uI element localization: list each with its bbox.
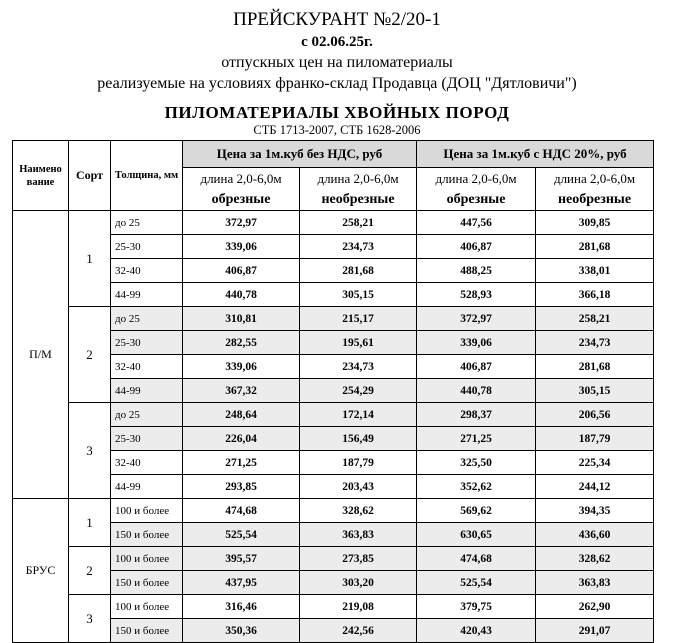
price-cell: 350,36 xyxy=(183,619,300,643)
table-row xyxy=(13,499,654,523)
table-row xyxy=(13,595,654,619)
edged-label: обрезные xyxy=(183,189,300,211)
thickness-cell: 150 и более xyxy=(111,571,183,595)
thickness-cell: 100 и более xyxy=(111,547,183,571)
length-label: длина 2,0-6,0м xyxy=(300,168,417,190)
price-cell: 372,97 xyxy=(417,307,536,331)
col-group-no-vat: Цена за 1м.куб без НДС, руб xyxy=(183,141,417,168)
price-cell: 328,62 xyxy=(300,499,417,523)
price-cell: 248,64 xyxy=(183,403,300,427)
thickness-cell: 44-99 xyxy=(111,379,183,403)
table-row xyxy=(13,547,654,571)
price-cell: 630,65 xyxy=(417,523,536,547)
price-cell: 258,21 xyxy=(300,211,417,235)
thickness-cell: 44-99 xyxy=(111,475,183,499)
brus-sort-3: 3 xyxy=(69,595,111,643)
price-cell: 291,07 xyxy=(536,619,654,643)
effective-date: с 02.06.25г. xyxy=(301,34,373,50)
price-cell: 262,90 xyxy=(536,595,654,619)
price-cell: 379,75 xyxy=(417,595,536,619)
price-cell: 395,57 xyxy=(183,547,300,571)
product-name-pm: П/М xyxy=(13,211,69,499)
price-cell: 325,50 xyxy=(417,451,536,475)
price-cell: 281,68 xyxy=(300,259,417,283)
brus-sort-2: 2 xyxy=(69,547,111,595)
price-cell: 339,06 xyxy=(183,355,300,379)
table-row xyxy=(13,307,654,331)
length-label: длина 2,0-6,0м xyxy=(183,168,300,190)
price-cell: 242,56 xyxy=(300,619,417,643)
price-table-body xyxy=(13,211,654,643)
price-cell: 528,93 xyxy=(417,283,536,307)
standards-line: СТБ 1713-2007, СТБ 1628-2006 xyxy=(253,123,421,137)
price-cell: 293,85 xyxy=(183,475,300,499)
price-cell: 367,32 xyxy=(183,379,300,403)
price-cell: 440,78 xyxy=(183,283,300,307)
price-cell: 258,21 xyxy=(536,307,654,331)
price-cell: 219,08 xyxy=(300,595,417,619)
price-cell: 187,79 xyxy=(536,427,654,451)
price-cell: 282,55 xyxy=(183,331,300,355)
thickness-cell: 25-30 xyxy=(111,427,183,451)
price-cell: 195,61 xyxy=(300,331,417,355)
price-cell: 234,73 xyxy=(300,235,417,259)
price-cell: 474,68 xyxy=(183,499,300,523)
length-label: длина 2,0-6,0м xyxy=(536,168,654,190)
price-cell: 303,20 xyxy=(300,571,417,595)
price-cell: 281,68 xyxy=(536,235,654,259)
thickness-cell: 32-40 xyxy=(111,451,183,475)
thickness-cell: 32-40 xyxy=(111,355,183,379)
price-cell: 298,37 xyxy=(417,403,536,427)
thickness-cell: 150 и более xyxy=(111,523,183,547)
table-row xyxy=(13,211,654,235)
thickness-cell: до 25 xyxy=(111,307,183,331)
document-title: ПРЕЙСКУРАНТ №2/20-1 xyxy=(233,9,441,30)
brus-sort-1: 1 xyxy=(69,499,111,547)
price-cell: 406,87 xyxy=(417,235,536,259)
price-cell: 525,54 xyxy=(417,571,536,595)
unedged-label: необрезные xyxy=(300,189,417,211)
price-cell: 281,68 xyxy=(536,355,654,379)
sort-1: 1 xyxy=(69,211,111,307)
price-cell: 394,35 xyxy=(536,499,654,523)
price-cell: 352,62 xyxy=(417,475,536,499)
length-label: длина 2,0-6,0м xyxy=(417,168,536,190)
price-cell: 271,25 xyxy=(417,427,536,451)
thickness-cell: 25-30 xyxy=(111,235,183,259)
unedged-label: необрезные xyxy=(536,189,654,211)
price-cell: 309,85 xyxy=(536,211,654,235)
product-name-brus: БРУС xyxy=(13,499,69,643)
price-cell: 372,97 xyxy=(183,211,300,235)
price-cell: 226,04 xyxy=(183,427,300,451)
sort-2: 2 xyxy=(69,307,111,403)
price-cell: 474,68 xyxy=(417,547,536,571)
price-cell: 569,62 xyxy=(417,499,536,523)
thickness-cell: 32-40 xyxy=(111,259,183,283)
price-cell: 206,56 xyxy=(536,403,654,427)
price-cell: 254,29 xyxy=(300,379,417,403)
thickness-cell: до 25 xyxy=(111,403,183,427)
price-cell: 440,78 xyxy=(417,379,536,403)
price-cell: 420,43 xyxy=(417,619,536,643)
price-cell: 437,95 xyxy=(183,571,300,595)
price-cell: 225,34 xyxy=(536,451,654,475)
price-cell: 488,25 xyxy=(417,259,536,283)
thickness-cell: 100 и более xyxy=(111,499,183,523)
subtitle-line-1: отпускных цен на пиломатериалы xyxy=(221,54,453,71)
price-cell: 328,62 xyxy=(536,547,654,571)
price-table xyxy=(12,140,654,643)
price-cell: 406,87 xyxy=(417,355,536,379)
price-cell: 436,60 xyxy=(536,523,654,547)
col-header-thickness: Толщина, мм xyxy=(111,141,183,211)
price-cell: 234,73 xyxy=(536,331,654,355)
price-cell: 215,17 xyxy=(300,307,417,331)
subtitle-line-2: реализуемые на условиях франко-склад Продавца (ДОЦ "Дятловичи") xyxy=(97,75,577,92)
price-cell: 172,14 xyxy=(300,403,417,427)
thickness-cell: 44-99 xyxy=(111,283,183,307)
price-cell: 339,06 xyxy=(183,235,300,259)
col-group-with-vat: Цена за 1м.куб с НДС 20%, руб xyxy=(417,141,654,168)
price-cell: 339,06 xyxy=(417,331,536,355)
price-cell: 273,85 xyxy=(300,547,417,571)
price-cell: 525,54 xyxy=(183,523,300,547)
price-cell: 305,15 xyxy=(536,379,654,403)
price-cell: 244,12 xyxy=(536,475,654,499)
thickness-cell: 150 и более xyxy=(111,619,183,643)
price-cell: 338,01 xyxy=(536,259,654,283)
price-cell: 363,83 xyxy=(536,571,654,595)
price-cell: 305,15 xyxy=(300,283,417,307)
table-row xyxy=(13,403,654,427)
price-cell: 234,73 xyxy=(300,355,417,379)
price-cell: 316,46 xyxy=(183,595,300,619)
thickness-cell: 25-30 xyxy=(111,331,183,355)
price-cell: 156,49 xyxy=(300,427,417,451)
price-cell: 447,56 xyxy=(417,211,536,235)
price-cell: 363,83 xyxy=(300,523,417,547)
price-cell: 271,25 xyxy=(183,451,300,475)
price-cell: 203,43 xyxy=(300,475,417,499)
price-cell: 366,18 xyxy=(536,283,654,307)
price-cell: 406,87 xyxy=(183,259,300,283)
thickness-cell: до 25 xyxy=(111,211,183,235)
sort-3: 3 xyxy=(69,403,111,499)
col-header-sort: Сорт xyxy=(69,141,111,211)
price-cell: 310,81 xyxy=(183,307,300,331)
thickness-cell: 100 и более xyxy=(111,595,183,619)
col-header-name: Наимено вание xyxy=(13,141,69,211)
section-title: ПИЛОМАТЕРИАЛЫ ХВОЙНЫХ ПОРОД xyxy=(164,103,510,122)
edged-label: обрезные xyxy=(417,189,536,211)
price-cell: 187,79 xyxy=(300,451,417,475)
